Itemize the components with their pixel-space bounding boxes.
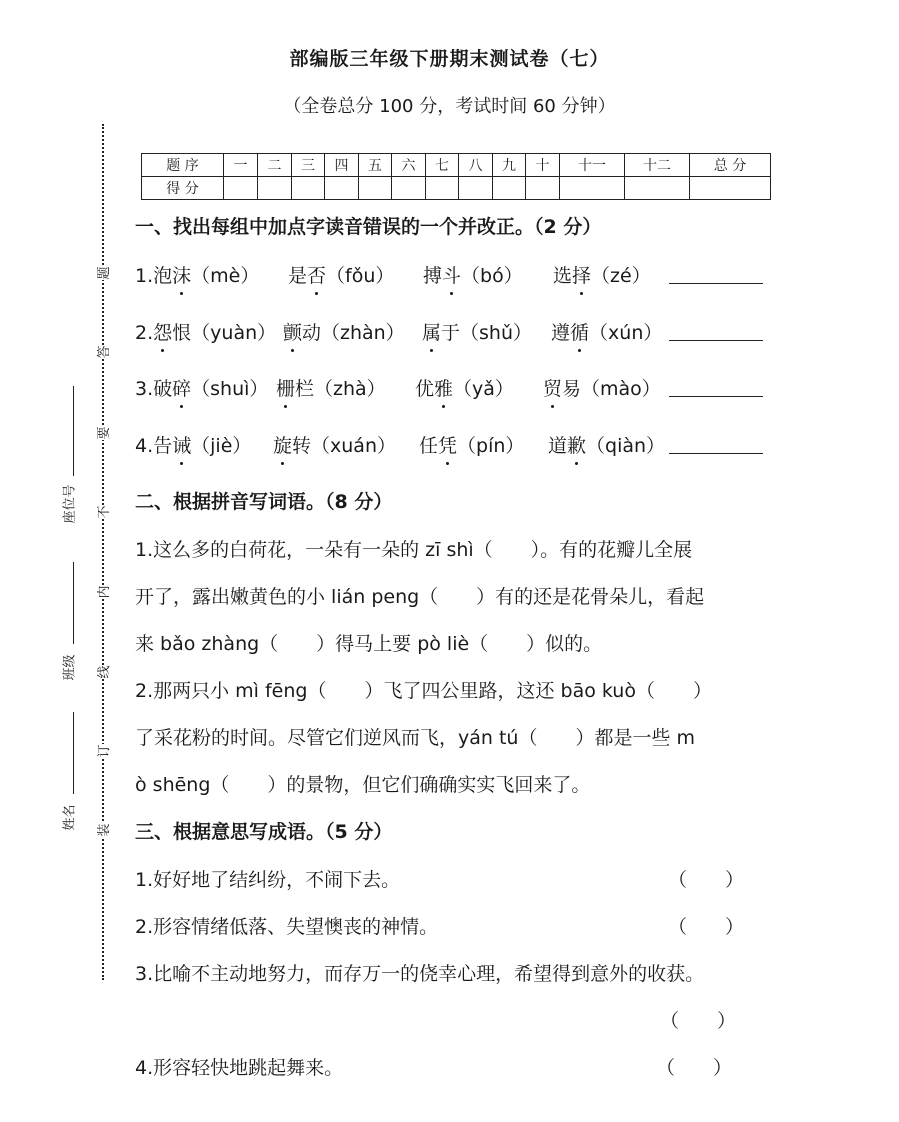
- dotted-char: 沫: [172, 265, 192, 287]
- answer-blank[interactable]: [669, 396, 763, 397]
- answer-blank[interactable]: [669, 283, 763, 284]
- answer-parentheses[interactable]: （ ）: [660, 1010, 737, 1032]
- score-cell[interactable]: [258, 177, 292, 200]
- pinyin-item: [135, 318, 276, 345]
- margin-char: 线: [97, 665, 112, 679]
- margin-char: 要: [97, 426, 112, 440]
- score-cell[interactable]: [426, 177, 459, 200]
- pinyin-item: [415, 374, 514, 401]
- dotted-char: 择: [572, 265, 592, 287]
- section1-row-1: [135, 261, 895, 291]
- item-post: 栏（zhà）: [295, 378, 386, 400]
- item-pre: 任: [419, 435, 439, 457]
- pinyin-item: [273, 431, 396, 458]
- col-header: 总 分: [690, 154, 771, 177]
- dotted-char: 雅: [434, 378, 454, 400]
- item-post: （xún）: [589, 322, 663, 344]
- item-post: 恨（yuàn）: [172, 322, 277, 344]
- item-post: （bó）: [461, 265, 523, 287]
- score-header-row: [142, 154, 771, 177]
- pinyin-item: [551, 318, 662, 345]
- item-post: （mè）: [191, 265, 260, 287]
- idiom-question: 1.好好地了结纠纷，不闹下去。: [135, 869, 401, 891]
- answer-parentheses[interactable]: （ ）: [656, 1057, 733, 1079]
- dotted-char: 碎: [172, 378, 192, 400]
- item-post: （yǎ）: [453, 378, 514, 400]
- score-cell[interactable]: [325, 177, 359, 200]
- pinyin-item: [423, 261, 523, 288]
- seat-number-field[interactable]: [73, 386, 74, 476]
- idiom-question: 3.比喻不主动地努力，而存万一的侥幸心理，希望得到意外的收获。: [135, 963, 705, 985]
- row-label: 题 序: [142, 154, 224, 177]
- dotted-char: 歉: [567, 435, 587, 457]
- answer-blank[interactable]: [669, 453, 763, 454]
- col-header: 六: [392, 154, 426, 177]
- pinyin-item: [276, 374, 386, 401]
- margin-char: 答: [97, 345, 112, 359]
- pinyin-item: [553, 261, 651, 288]
- score-cell[interactable]: [526, 177, 560, 200]
- margin-char: 题: [97, 266, 112, 280]
- pinyin-item: [422, 318, 532, 345]
- col-header: 三: [292, 154, 325, 177]
- answer-parentheses[interactable]: （ ）: [668, 869, 745, 891]
- dotted-char: 循: [570, 322, 590, 344]
- item-post: 易（mào）: [562, 378, 661, 400]
- score-cell[interactable]: [224, 177, 258, 200]
- dotted-char: 颤: [283, 322, 303, 344]
- item-pre: 遵: [551, 322, 571, 344]
- class-field[interactable]: [73, 562, 74, 644]
- idiom-question: 2.形容情绪低落、失望懊丧的神情。: [135, 916, 439, 938]
- margin-char: 订: [97, 744, 112, 758]
- dotted-char: 旋: [273, 435, 293, 457]
- name-label: 姓名: [62, 804, 78, 831]
- item-pre: 1.泡: [135, 265, 173, 287]
- page-title: 部编版三年级下册期末测试卷（七）: [289, 48, 610, 70]
- score-value-row: [142, 177, 771, 200]
- col-header: 十: [526, 154, 560, 177]
- dotted-char: 否: [307, 265, 327, 287]
- item-post: （fǒu）: [326, 265, 395, 287]
- col-header: 七: [426, 154, 459, 177]
- item-pre: 3.破: [135, 378, 173, 400]
- section1-heading: 一、找出每组中加点字读音错误的一个并改正。（2 分）: [135, 216, 602, 238]
- col-header: 九: [493, 154, 526, 177]
- item-post: （pín）: [457, 435, 525, 457]
- section2-line: 2.那两只小 mì fēng（ ）飞了四公里路，这还 bāo kuò（ ）: [135, 680, 712, 702]
- answer-blank[interactable]: [669, 340, 763, 341]
- score-cell[interactable]: [560, 177, 625, 200]
- score-table: [141, 153, 771, 200]
- pinyin-item: [548, 431, 665, 458]
- section2-heading: 二、根据拼音写词语。（8 分）: [135, 491, 393, 513]
- pinyin-item: [135, 261, 259, 288]
- section2-line: 开了，露出嫩黄色的小 lián peng（ ）有的还是花骨朵儿，看起: [135, 586, 705, 608]
- score-cell[interactable]: [292, 177, 325, 200]
- section1-row-4: [135, 431, 895, 461]
- score-cell[interactable]: [359, 177, 392, 200]
- item-pre: 道: [548, 435, 568, 457]
- item-post: 于（shǔ）: [441, 322, 532, 344]
- section2-line: 1.这么多的白荷花，一朵有一朵的 zī shì（ ）。有的花瓣儿全展: [135, 539, 693, 561]
- margin-char: 装: [97, 823, 112, 837]
- row-label: 得 分: [142, 177, 224, 200]
- page-subtitle: （全卷总分 100 分，考试时间 60 分钟）: [283, 96, 616, 117]
- item-pre: 选: [553, 265, 573, 287]
- item-post: （shuì）: [191, 378, 269, 400]
- item-pre: 4.告: [135, 435, 173, 457]
- item-post: （jiè）: [191, 435, 252, 457]
- dotted-char: 栅: [276, 378, 296, 400]
- col-header: 八: [459, 154, 493, 177]
- col-header: 二: [258, 154, 292, 177]
- pinyin-item: [419, 431, 524, 458]
- dotted-char: 诫: [172, 435, 192, 457]
- item-pre: 2.: [135, 322, 154, 344]
- item-pre: 搏: [423, 265, 443, 287]
- item-post: （qiàn）: [586, 435, 666, 457]
- item-pre: 是: [288, 265, 308, 287]
- score-cell[interactable]: [690, 177, 771, 200]
- score-cell[interactable]: [493, 177, 526, 200]
- idiom-question: 4.形容轻快地跳起舞来。: [135, 1057, 344, 1079]
- item-post: 转（xuán）: [292, 435, 396, 457]
- score-cell[interactable]: [625, 177, 690, 200]
- pinyin-item: [283, 318, 405, 345]
- item-post: （zé）: [591, 265, 651, 287]
- section2-line: 了采花粉的时间。尽管它们逆风而飞，yán tú（ ）都是一些 m: [135, 727, 696, 749]
- binding-dotted-line: [102, 124, 104, 980]
- col-header: 十二: [625, 154, 690, 177]
- margin-char: 不: [97, 505, 112, 519]
- margin-char: 内: [97, 585, 112, 599]
- pinyin-item: [543, 374, 661, 401]
- col-header: 四: [325, 154, 359, 177]
- pinyin-item: [288, 261, 394, 288]
- pinyin-item: [135, 431, 251, 458]
- section2-line: 来 bǎo zhàng（ ）得马上要 pò liè（ ）似的。: [135, 633, 603, 655]
- pinyin-item: [135, 374, 268, 401]
- answer-parentheses[interactable]: （ ）: [668, 916, 745, 938]
- dotted-char: 凭: [438, 435, 458, 457]
- section3-heading: 三、根据意思写成语。（5 分）: [135, 821, 393, 843]
- section1-row-3: [135, 374, 895, 404]
- section1-row-2: [135, 318, 895, 348]
- col-header: 一: [224, 154, 258, 177]
- dotted-char: 怨: [153, 322, 173, 344]
- name-field[interactable]: [73, 712, 74, 794]
- col-header: 五: [359, 154, 392, 177]
- score-cell[interactable]: [459, 177, 493, 200]
- dotted-char: 斗: [442, 265, 462, 287]
- section2-line: ò shēng（ ）的景物，但它们确确实实飞回来了。: [135, 774, 591, 796]
- class-label: 班级: [62, 654, 78, 681]
- dotted-char: 贸: [543, 378, 563, 400]
- item-post: 动（zhàn）: [302, 322, 405, 344]
- seat-number-label: 座位号: [62, 484, 78, 524]
- score-cell[interactable]: [392, 177, 426, 200]
- item-pre: 优: [415, 378, 435, 400]
- dotted-char: 属: [422, 322, 442, 344]
- col-header: 十一: [560, 154, 625, 177]
